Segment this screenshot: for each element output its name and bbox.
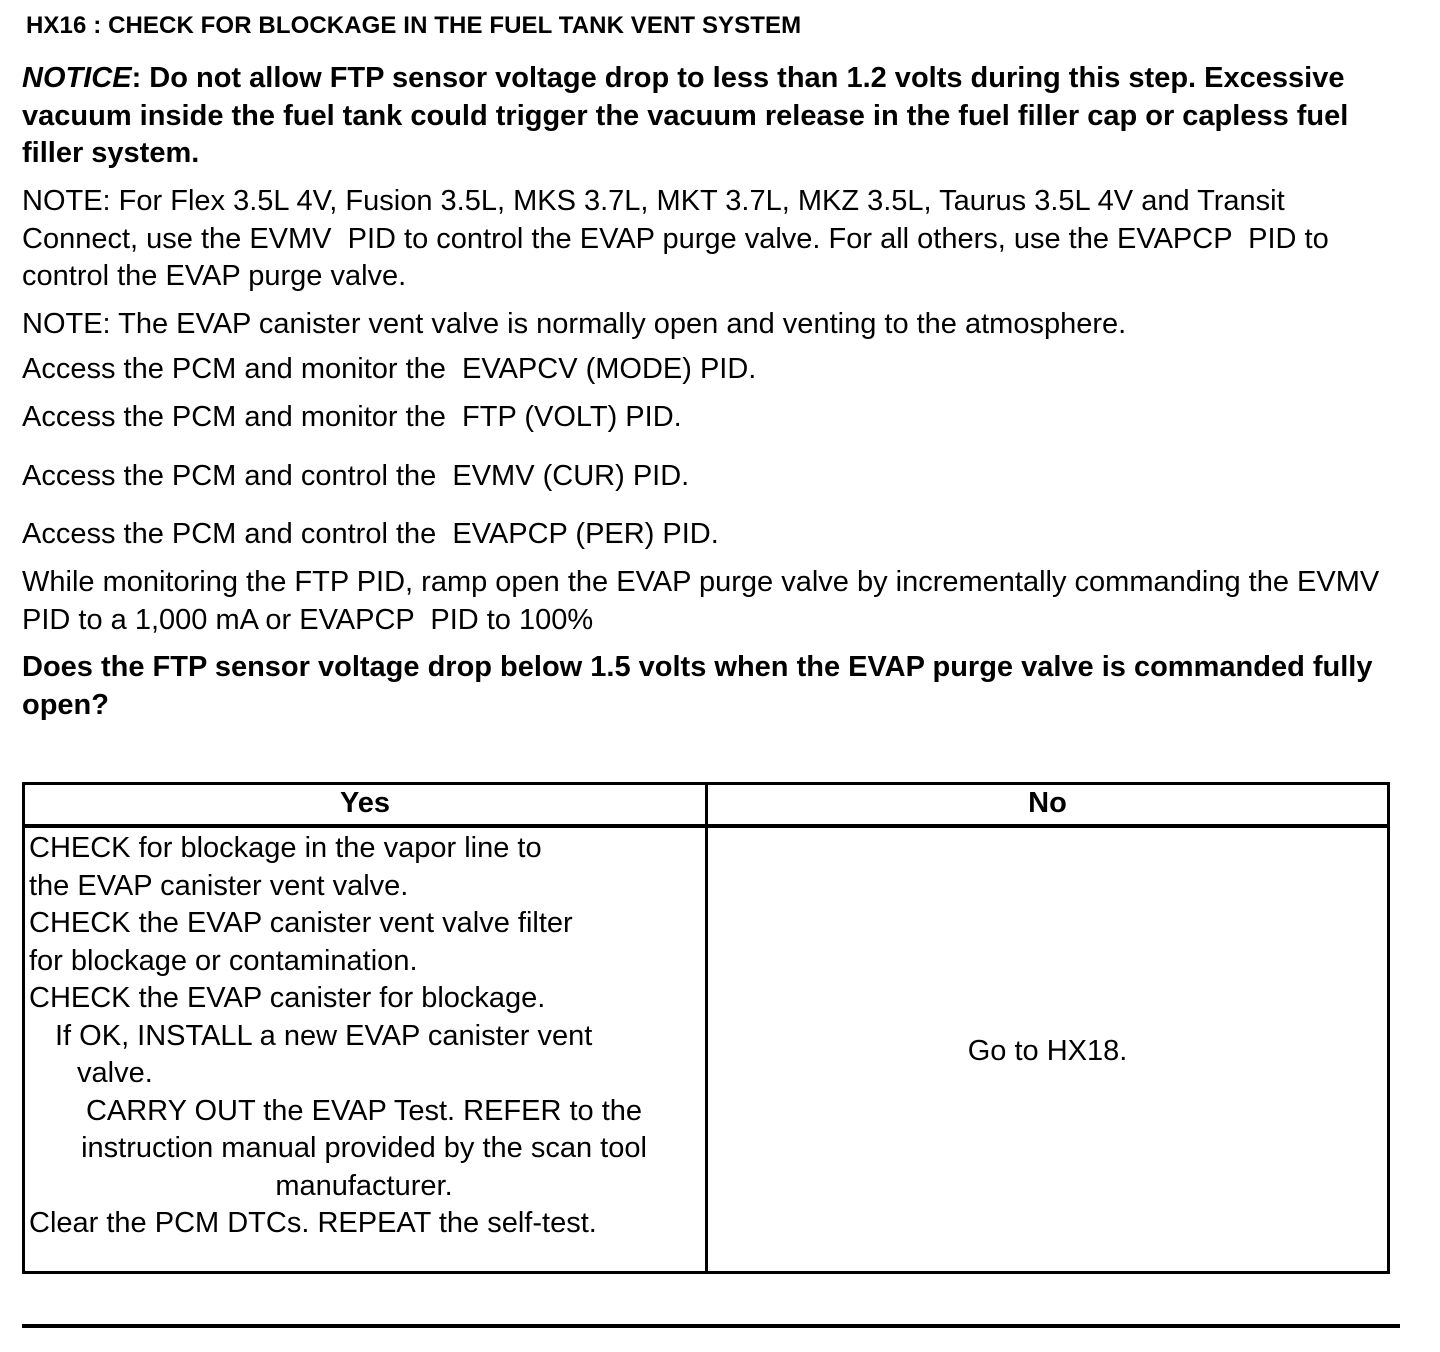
yes-line: the EVAP canister vent valve. xyxy=(29,869,409,902)
yes-line: If OK, INSTALL a new EVAP canister vent xyxy=(55,1019,593,1052)
yes-line: CHECK the EVAP canister for blockage. xyxy=(29,982,546,1014)
step-heading: HX16 : CHECK FOR BLOCKAGE IN THE FUEL TANK VENT SYSTEM xyxy=(26,12,802,39)
yes-line: CARRY OUT the EVAP Test. REFER to the xyxy=(85,1094,643,1127)
step-monitor-evapcv: Access the PCM and monitor the EVAPCV (MODE) PID. xyxy=(22,353,757,385)
step-control-evapcp: Access the PCM and control the EVAPCP (PER) PID. xyxy=(22,518,719,550)
yes-column-header: Yes xyxy=(340,787,390,819)
notice-paragraph xyxy=(22,60,1407,173)
step-control-evmv: Access the PCM and control the EVMV (CUR) PID. xyxy=(22,460,690,492)
note-vent-valve: NOTE: The EVAP canister vent valve is normally open and venting to the atmosphere. xyxy=(22,308,1127,340)
yes-line: manufacturer. xyxy=(275,1169,453,1202)
yes-line: Clear the PCM DTCs. REPEAT the self-test. xyxy=(29,1207,597,1239)
yes-line: valve. xyxy=(77,1057,153,1089)
yes-line: instruction manual provided by the scan tool xyxy=(81,1132,647,1164)
step-ramp-purge-valve: While monitoring the FTP PID, ramp open the EVAP purge valve by incrementally commanding the EVMV PID to a 1,000 mA or EVAPCP PID to 100% xyxy=(22,566,1388,636)
bottom-rule xyxy=(22,1324,1400,1328)
test-question: Does the FTP sensor voltage drop below 1.5 volts when the EVAP purge valve is commanded fully open? xyxy=(22,651,1373,721)
yes-line: CHECK the EVAP canister vent valve filter xyxy=(29,907,573,939)
step-monitor-ftp: Access the PCM and monitor the FTP (VOLT) PID. xyxy=(22,401,682,433)
yes-cell xyxy=(29,830,699,1243)
yes-no-table xyxy=(22,782,1390,1274)
yes-line: for blockage or contamination. xyxy=(29,944,418,977)
no-column-header: No xyxy=(1028,787,1067,819)
no-cell: Go to HX18. xyxy=(967,1035,1128,1067)
note-purge-valve: NOTE: For Flex 3.5L 4V, Fusion 3.5L, MKS 3.7L, MKT 3.7L, MKZ 3.5L, Taurus 3.5L 4V and Transit Connect, use the EVMV PID to control the EVAP purge valve. For all others, use the EVAPCP PID to control the EVAP purge valve. xyxy=(22,185,1337,292)
notice-text: : Do not allow FTP sensor voltage drop to less than 1.2 volts during this step. Excessive vacuum inside the fuel tank could trigger the vacuum release in the fuel filler cap or capless fuel filler system. xyxy=(22,62,1349,169)
notice-label: NOTICE xyxy=(22,62,132,94)
header-divider xyxy=(25,824,1387,828)
yes-line: CHECK for blockage in the vapor line to xyxy=(29,832,542,864)
column-divider xyxy=(705,785,708,1271)
